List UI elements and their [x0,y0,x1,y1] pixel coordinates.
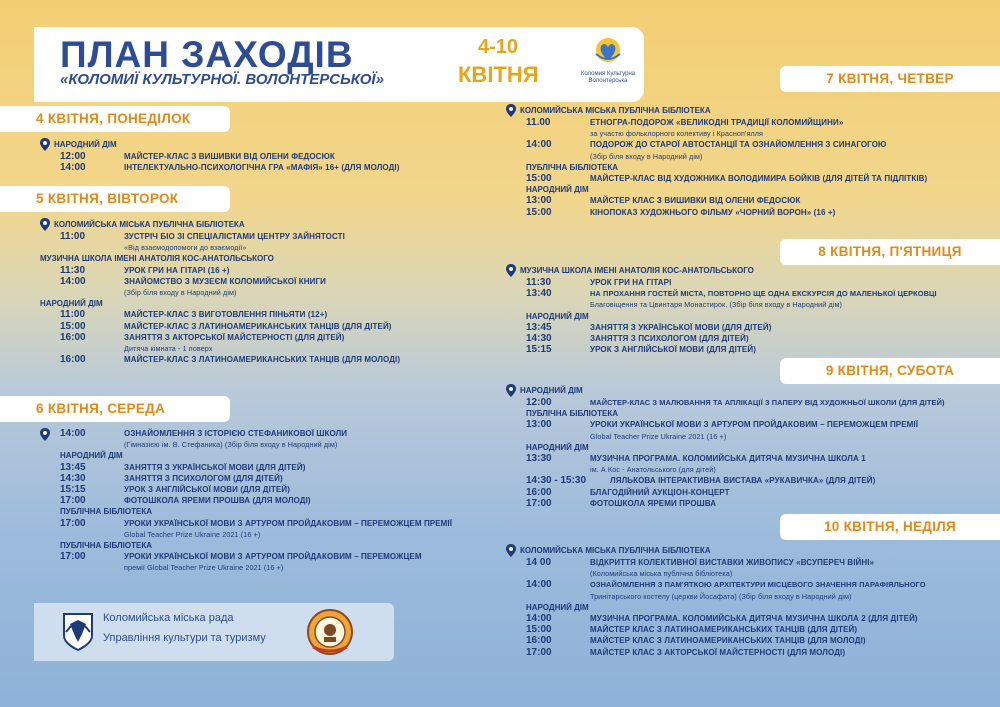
event-text: УРОК З АНГЛІЙСЬКОЇ МОВИ (ДЛЯ ДІТЕЙ) [124,485,290,495]
event-title: ВІДКРИТТЯ КОЛЕКТИВНОЇ ВИСТАВКИ ЖИВОПИСУ «ВСУПЕРЕЧ ВІЙНІ» [590,558,875,567]
event-text: ЛЯЛЬКОВА ІНТЕРАКТИВНА ВИСТАВА «РУКАВИЧКА» (ДЛЯ ДІТЕЙ) [610,476,876,486]
event-title: УРОКИ УКРАЇНСЬКОЇ МОВИ З АРТУРОМ ПРОЙДАКОВИМ – ПЕРЕМОЖЦЕМ ПРЕМІЇ [590,420,919,430]
event-text: МАЙСТЕР-КЛАС ВІД ХУДОЖНИКА ВОЛОДИМИРА БОЙКІВ (ДЛЯ ДІТЕЙ ТА ПІДЛІТКІВ) [590,174,928,184]
location-pin-icon [40,428,50,441]
event-text: МАЙСТЕР КЛАС З ВИШИВКИ ВІД ОЛЕНИ ФЕДОСЮК [590,196,801,206]
location-label: НАРОДНИЙ ДІМ [40,299,103,309]
date-month: КВІТНЯ [458,62,539,87]
event-row [506,344,937,355]
date-range: 4-10 [478,36,519,58]
event-text: МАЙСТЕР КЛАС З ЛАТИНОАМЕРИКАНСЬКИХ ТАНЦІВ (ДЛЯ МОЛОДІ) [590,636,866,646]
event-time: 13:45 [526,321,552,333]
location-label: НАРОДНИЙ ДІМ [526,185,589,195]
event-text [590,579,926,601]
event-row [506,207,927,218]
event-row [40,162,400,173]
event-time: 12:00 [60,151,86,162]
footer-department: Управління культури та туризму [103,632,266,644]
event-row [40,354,400,365]
event-title: ОЗНАЙОМЛЕННЯ З ІСТОРІЄЮ СТЕФАНИКОВОЇ ШКОЛИ [124,429,348,438]
event-row [506,475,945,486]
location-pin-icon [506,104,516,117]
event-row [506,117,927,139]
event-title: УРОКИ УКРАЇНСЬКОЇ МОВИ З АРТУРОМ ПРОЙДАКОВИМ – ПЕРЕМОЖЦЕМ ПРЕМІЇ [124,518,453,528]
event-time: 17:00 [526,497,552,509]
location-label: КОЛОМИЙСЬКА МІСЬКА ПУБЛІЧНА БІБЛІОТЕКА [520,545,711,555]
event-time: 15:15 [60,484,86,496]
event-time: 14:30 [526,333,552,345]
event-text [124,551,422,573]
location-label: ПУБЛІЧНА БІБЛІОТЕКА [60,541,152,551]
location-pin-icon [506,544,516,557]
event-row [40,332,400,354]
event-text: УРОК ГРИ НА ГІТАРІ [590,278,672,287]
location-label: НАРОДНИЙ ДІМ [526,311,589,321]
day-10-block [506,544,926,658]
event-text [590,117,843,139]
event-time: 15:00 [526,624,552,636]
day-5-block [40,218,400,365]
event-time: 17:00 [60,495,86,507]
day-header-4: 4 КВІТНЯ, ПОНЕДІЛОК [0,106,230,132]
volunteer-heart-icon [591,36,625,66]
event-row [506,579,926,601]
event-time: 16:00 [526,486,552,498]
event-time: 13:00 [526,419,552,431]
event-text: ЗАНЯТТЯ З УКРАЇНСЬКОЇ МОВИ (ДЛЯ ДІТЕЙ) [590,322,772,332]
event-text: ЗАНЯТТЯ З ПСИХОЛОГОМ (ДЛЯ ДІТЕЙ) [590,334,749,344]
event-note: Благовіщення та Цвинтаря Монастирок. (Збір біля входу в Народний дім) [590,300,843,310]
event-title: ЕТНОГРА-ПОДОРОЖ «ВЕЛИКОДНІ ТРАДИЦІЇ КОЛОМИЙЩИНИ» [590,118,844,127]
event-row [506,647,926,658]
event-time: 14 00 [526,557,552,568]
event-text: ФОТОШКОЛА ЯРЕМИ ПРОШВА [590,498,717,508]
event-time: 17:00 [526,646,552,658]
event-text [124,518,452,540]
logo-caption-1: Коломия Культурна [580,71,636,77]
event-note: «Від взаємодопомоги до взаємодії» [124,243,247,253]
location-label: НАРОДНИЙ ДІМ [526,602,589,612]
event-time: 11:30 [60,264,86,276]
event-time: 16:00 [526,635,552,647]
event-row [40,462,452,473]
location-label: МУЗИЧНА ШКОЛА ІМЕНІ АНАТОЛІЯ КОС-АНАТОЛЬСЬКОГО [40,254,274,264]
event-text: ЗАНЯТТЯ З УКРАЇНСЬКОЇ МОВИ (ДЛЯ ДІТЕЙ) [124,462,306,472]
event-time: 14:00 [60,162,86,174]
event-time: 13:45 [60,461,86,473]
event-row [506,322,937,333]
location-label: НАРОДНИЙ ДІМ [526,442,589,452]
location-label: НАРОДНИЙ ДІМ [520,385,583,395]
event-text [124,332,344,354]
event-text [124,276,326,298]
event-time: 14:30 [60,472,86,484]
location [506,384,945,397]
location-label: МУЗИЧНА ШКОЛА ІМЕНІ АНАТОЛІЯ КОС-АНАТОЛЬСЬКОГО [520,265,754,275]
page-subtitle: «КОЛОМИЇ КУЛЬТУРНОЇ. ВОЛОНТЕРСЬКОЇ» [60,71,384,88]
event-note: (Збір біля входу в Народний дім) [590,151,703,161]
event-text: МУЗИЧНА ПРОГРАМА. КОЛОМИЙСЬКА ДИТЯЧА МУЗИЧНА ШКОЛА 2 (ДЛЯ ДІТЕЙ) [590,614,918,624]
event-time: 13:30 [526,453,552,465]
event-row [506,419,945,441]
event-time: 17:00 [60,517,86,529]
event-text: ЗАНЯТТЯ З ПСИХОЛОГОМ (ДЛЯ ДІТЕЙ) [124,473,283,483]
event-row [40,495,452,506]
location-label: ПУБЛІЧНА БІБЛІОТЕКА [60,507,152,517]
location-pin-icon [506,264,516,277]
event-row [506,453,945,475]
event-row [40,231,400,253]
event-note: премії Global Teacher Prize Ukraine 2021 (16 +) [124,563,284,573]
event-time: 15:00 [60,320,86,332]
location-label: НАРОДНИЙ ДІМ [60,451,123,461]
event-time: 13:40 [526,288,552,300]
event-row [506,487,945,498]
event-row [40,309,400,320]
location-pin-icon [40,138,50,151]
event-title: ЗАНЯТТЯ З АКТОРСЬКОЇ МАЙСТЕРНОСТІ (ДЛЯ ДІТЕЙ) [124,332,345,342]
location [506,264,937,277]
event-row [506,613,926,624]
location-label: ПУБЛІЧНА БІБЛІОТЕКА [526,409,618,419]
event-time: 15:15 [526,344,552,356]
event-text [590,453,866,475]
event-title: ЗНАЙОМСТВО З МУЗЕЄМ КОЛОМИЙСЬКОЇ КНИГИ [124,276,326,286]
event-note: (Збір біля входу в Народний дім) [124,288,237,298]
location [506,544,926,557]
event-note: Global Teacher Prize Ukraine 2021 (16 +) [590,431,727,441]
coat-of-arms-icon [62,612,94,652]
event-text [590,139,886,161]
event-time: 11:00 [60,309,86,321]
footer-council: Коломийська міська рада [103,612,234,624]
event-text [590,557,874,579]
event-text [124,231,345,253]
event-row [40,551,452,573]
event-row [506,277,937,288]
event-text: КІНОПОКАЗ ХУДОЖНЬОГО ФІЛЬМУ «ЧОРНИЙ ВОРОН» (16 +) [590,207,836,217]
event-time: 11.00 [526,117,551,128]
event-text: МАЙСТЕР КЛАС З ЛАТИНОАМЕРИКАНСЬКИХ ТАНЦІВ (ДЛЯ ДІТЕЙ) [590,625,858,635]
day-header-6: 6 КВІТНЯ, СЕРЕДА [0,396,230,422]
day-header-8: 8 КВІТНЯ, П'ЯТНИЦЯ [780,239,1000,265]
event-row [40,518,452,540]
event-time: 14:30 - 15:30 [526,475,587,487]
location [506,104,927,117]
event-time: 15:00 [526,173,552,185]
event-text: ФОТОШКОЛА ЯРЕМИ ПРОШВА (ДЛЯ МОЛОДІ) [124,496,311,506]
event-title: МУЗИЧНА ПРОГРАМА. КОЛОМИЙСЬКА ДИТЯЧА МУЗИЧНА ШКОЛА 1 [590,454,866,464]
event-text: УРОК ГРИ НА ГІТАРІ (16 +) [124,265,230,275]
day-9-block [506,384,945,509]
event-row [506,557,926,579]
event-title: УРОКИ УКРАЇНСЬКОЇ МОВИ З АРТУРОМ ПРОЙДАКОВИМ – ПЕРЕМОЖЦЕМ [124,552,422,562]
event-row [40,276,400,298]
event-title: НА ПРОХАННЯ ГОСТЕЙ МІСТА, ПОВТОРНО ЩЕ ОДНА ЕКСКУРСІЯ ДО МАЛЕНЬКОЇ ЦЕРКОВЦІ [590,289,937,299]
event-row [40,473,452,484]
event-time: 16:00 [60,331,86,343]
day-7-block [506,104,927,218]
event-row [40,321,400,332]
location-label: НАРОДНИЙ ДІМ [54,139,117,149]
event-time: 14:00 [526,139,552,151]
event-text: БЛАГОДІЙНИЙ АУКЦІОН-КОНЦЕРТ [590,487,730,497]
event-text [590,288,937,310]
event-text: МАЙСТЕР-КЛАС З ВИГОТОВЛЕННЯ ПІНЬЯТИ (12+) [124,310,328,320]
day-6-block [40,428,452,574]
event-text [124,428,347,450]
event-note: (Коломийська міська публічна бібліотека) [590,569,733,579]
event-row [40,265,400,276]
event-row [506,498,945,509]
logo-caption-2: Волонтерська [588,78,628,84]
event-time: 12:00 [526,397,552,408]
event-title: ЗУСТРІЧ БІО ЗІ СПЕЦІАЛІСТАМИ ЦЕНТРУ ЗАЙНЯТОСТІ [124,232,345,241]
event-row [506,624,926,635]
day-4-block [40,138,400,173]
location [40,218,400,231]
event-title: ПОДОРОЖ ДО СТАРОЇ АВТОСТАНЦІЇ ТА ОЗНАЙОМЛЕННЯ З СИНАГОГОЮ [590,140,887,150]
event-time: 11:30 [526,277,552,288]
location-label: КОЛОМИЙСЬКА МІСЬКА ПУБЛІЧНА БІБЛІОТЕКА [520,105,711,115]
event-time: 16:00 [60,354,86,366]
event-text: МАЙСТЕР-КЛАС З МАЛЮВАННЯ ТА АПЛІКАЦІЇ З ПАПЕРУ ВІД ХУДОЖНЬОЇ ШКОЛИ (ДЛЯ ДІТЕЙ) [590,398,945,407]
event-time: 13:00 [526,195,552,207]
event-title: ОЗНАЙОМЛЕННЯ З ПАМ'ЯТКОЮ АРХІТЕКТУРИ МІСЦЕВОГО ЗНАЧЕННЯ ПАРАФІЯЛЬНОГО [590,580,926,590]
event-row [506,195,927,206]
event-note: Тринітарського костелу (церкви Йосафата) (Збір біля входу в Народний дім) [590,591,852,601]
day-header-10: 10 КВІТНЯ, НЕДІЛЯ [780,514,1000,540]
event-time: 15:00 [526,206,552,218]
event-text: МАЙСТЕР-КЛАС З ВИШИВКИ ВІД ОЛЕНИ ФЕДОСЮК [124,152,335,161]
day-header-7: 7 КВІТНЯ, ЧЕТВЕР [780,66,1000,92]
page-title: ПЛАН ЗАХОДІВ [60,34,354,75]
event-time: 11:00 [60,231,86,242]
event-row [506,635,926,646]
day-8-block [506,264,937,355]
event-row [506,397,945,408]
event-row [40,151,400,162]
event-note: (Гімназією ім. В. Стефаника) (Збір біля входу в Народний дім) [124,440,338,450]
event-row [506,139,927,161]
event-note: ім. А Кос - Анатольського (для дітей) [590,465,716,475]
location-label: ПУБЛІЧНА БІБЛІОТЕКА [526,162,618,172]
event-note: Дитяча кімната - 1 поверх [124,344,213,354]
event-row [40,484,452,495]
event-text: УРОК З АНГЛІЙСЬКОЇ МОВИ (ДЛЯ ДІТЕЙ) [590,345,756,355]
volunteer-logo [578,36,638,96]
event-text: МАЙСТЕР-КЛАС З ЛАТИНОАМЕРИКАНСЬКИХ ТАНЦІВ (ДЛЯ МОЛОДІ) [124,355,401,365]
event-note: Global Teacher Prize Ukraine 2021 (16 +) [124,529,261,539]
event-time: 14:00 [60,428,86,439]
event-row [506,333,937,344]
location-pin-icon [506,384,516,397]
event-time: 14:00 [526,579,552,591]
event-row [506,288,937,310]
event-text: МАЙСТЕР КЛАС З АКТОРСЬКОЇ МАЙСТЕРНОСТІ (ДЛЯ МОЛОДІ) [590,647,846,657]
event-note: за участю фольклорного колективу і Красноп'ялля [590,129,764,139]
event-row [40,428,452,450]
event-row [506,173,927,184]
event-text: ІНТЕЛЕКТУАЛЬНО-ПСИХОЛОГІЧНА ГРА «МАФІЯ» 16+ (ДЛЯ МОЛОДІ) [124,163,400,173]
event-time: 14:00 [60,275,86,287]
location-pin-icon [40,218,50,231]
event-text: МАЙСТЕР-КЛАС З ЛАТИНОАМЕРИКАНСЬКИХ ТАНЦІВ (ДЛЯ ДІТЕЙ) [124,321,392,331]
day-header-5: 5 КВІТНЯ, ВІВТОРОК [0,186,230,212]
event-time: 17:00 [60,551,86,563]
event-time: 14:00 [526,613,552,625]
event-text [590,419,918,441]
location [40,138,400,151]
school-emblem-icon [305,607,355,657]
day-header-9: 9 КВІТНЯ, СУБОТА [780,358,1000,384]
location-label: КОЛОМИЙСЬКА МІСЬКА ПУБЛІЧНА БІБЛІОТЕКА [54,219,245,229]
